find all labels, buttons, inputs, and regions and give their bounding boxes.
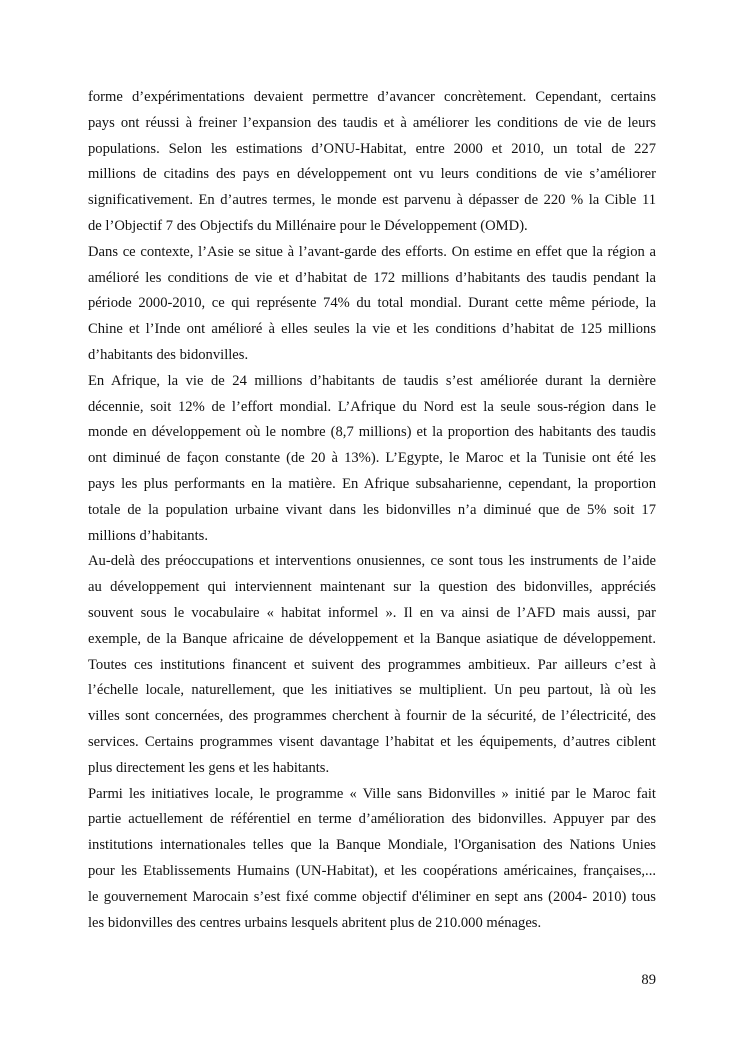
text-line: villes sont concernées, des programmes cherchent à fournir de la sécurité, de l’électricité, des [88,708,656,725]
text-line: partie actuellement de référentiel en terme d’amélioration des bidonvilles. Appuyer par des [88,811,656,828]
text-line: d’habitants des bidonvilles. [88,346,249,363]
text-line: totale de la population urbaine vivant dans les bidonvilles n’a diminué que de 5% soit 17 [88,501,656,518]
text-line: pays ont réussi à freiner l’expansion des taudis et à améliorer les conditions de vie de leurs [88,114,656,131]
text-line: plus directement les gens et les habitants. [88,759,330,776]
text-line: monde en développement où le nombre (8,7 millions) et la proportion des habitants des taudis [88,424,656,441]
text-line: amélioré les conditions de vie et d’habitat de 172 millions d’habitants des taudis pendant la [88,269,656,286]
text-line: populations. Selon les estimations d’ONU-Habitat, entre 2000 et 2010, un total de 227 [88,140,656,157]
text-line: Dans ce contexte, l’Asie se situe à l’avant-garde des efforts. On estime en effet que la région a [88,243,656,260]
text-line: Parmi les initiatives locale, le programme « Ville sans Bidonvilles » initié par le Maroc fait [88,785,656,802]
page-number: 89 [641,972,656,988]
text-line: période 2000-2010, ce qui représente 74% du total mondial. Durant cette même période, la [88,295,656,312]
paragraph [88,240,656,369]
text-line: pays les plus performants en la matière. En Afrique subsaharienne, cependant, la proportion [88,475,656,492]
body-text [88,85,656,936]
text-line: services. Certains programmes visent davantage l’habitat et les équipements, d’autres ciblent [88,733,656,750]
paragraph [88,549,656,781]
text-line: millions de citadins des pays en développement ont vu leurs conditions de vie s’améliorer [88,166,656,183]
text-line: au développement qui interviennent maintenant sur la question des bidonvilles, appréciés [88,579,656,596]
text-line: ont diminué de façon constante (de 20 à 13%). L’Egypte, le Maroc et la Tunisie ont été les [88,450,656,467]
text-line: le gouvernement Marocain s’est fixé comme objectif d'éliminer en sept ans (2004- 2010) tous [88,888,656,905]
paragraph [88,369,656,550]
text-line: Toutes ces institutions financent et suivent des programmes ambitieux. Par ailleurs c’est à [88,656,656,673]
text-line: de l’Objectif 7 des Objectifs du Millénaire pour le Développement (OMD). [88,217,528,234]
text-line: institutions internationales telles que la Banque Mondiale, l'Organisation des Nations Unies [88,837,656,854]
text-line: En Afrique, la vie de 24 millions d’habitants de taudis s’est améliorée durant la dernière [88,372,656,389]
text-line: Chine et l’Inde ont amélioré à elles seules la vie et les conditions d’habitat de 125 millions [88,321,656,338]
text-line: forme d’expérimentations devaient permettre d’avancer concrètement. Cependant, certains [88,89,656,105]
text-line: significativement. En d’autres termes, le monde est parvenu à dépasser de 220 % la Cible 11 [88,192,656,209]
text-line: millions d’habitants. [88,527,208,544]
paragraph [88,85,656,240]
text-line: exemple, de la Banque africaine de développement et la Banque asiatique de développement. [88,630,656,647]
text-line: décennie, soit 12% de l’effort mondial. L’Afrique du Nord est la seule sous-région dans le [88,398,656,415]
text-line: Au-delà des préoccupations et interventions onusiennes, ce sont tous les instruments de l’aide [88,553,656,570]
text-line: souvent sous le vocabulaire « habitat informel ». Il en va ainsi de l’AFD mais aussi, par [88,604,656,621]
text-line: pour les Etablissements Humains (UN-Habitat), et les coopérations américaines, françaises,... [88,862,656,879]
text-line: l’échelle locale, naturellement, que les initiatives se multiplient. Un peu partout, là où les [88,682,656,699]
paragraph [88,782,656,937]
text-line: les bidonvilles des centres urbains lesquels abritent plus de 210.000 ménages. [88,914,542,931]
